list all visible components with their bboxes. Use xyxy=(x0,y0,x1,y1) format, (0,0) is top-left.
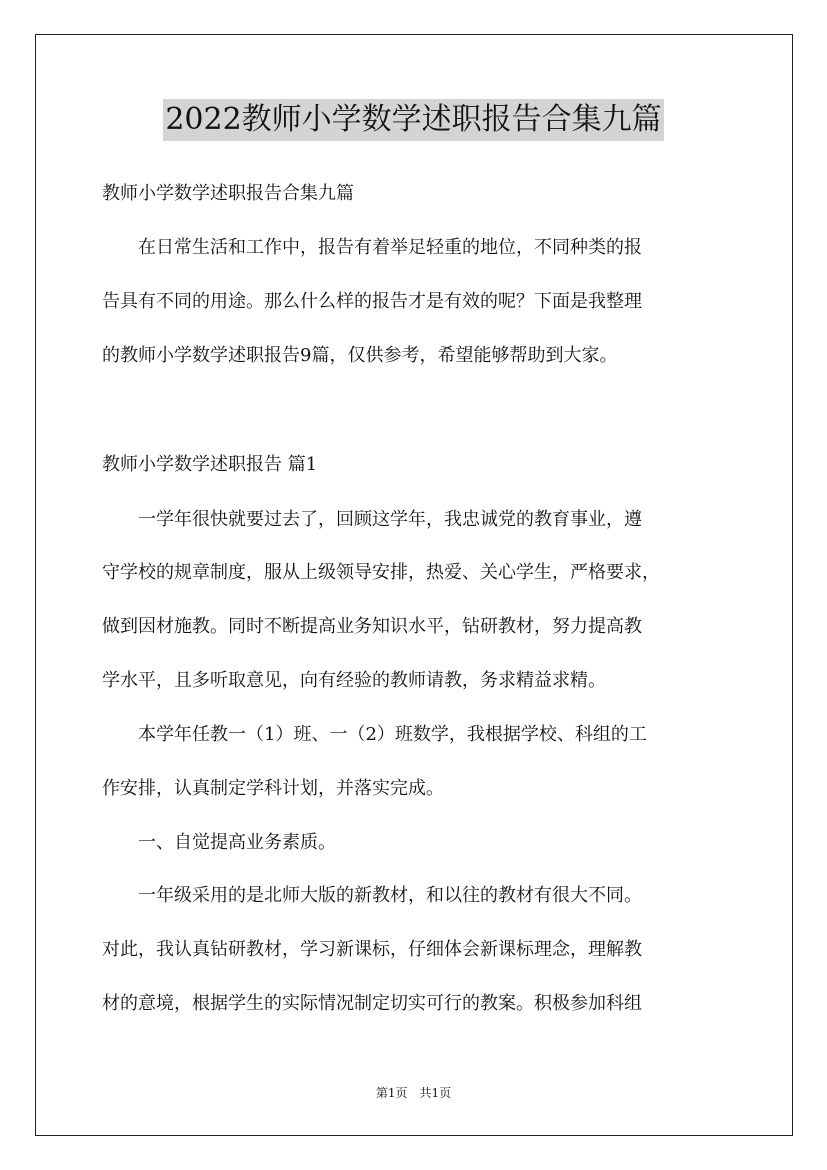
document-subtitle: 教师小学数学述职报告合集九篇 xyxy=(102,183,354,204)
paragraph-line: 做到因材施教。同时不断提高业务知识水平，钻研教材，努力提高教 xyxy=(102,616,642,637)
paragraph-line: 在日常生活和工作中，报告有着举足轻重的地位，不同种类的报 xyxy=(102,237,642,258)
title-container xyxy=(0,99,827,141)
paragraph-line: 本学年任教一（1）班、一（2）班数学，我根据学校、科组的工 xyxy=(102,724,647,745)
page-footer: 第1页 共1页 xyxy=(375,1086,452,1100)
paragraph-line: 守学校的规章制度，服从上级领导安排，热爱、关心学生，严格要求， xyxy=(102,562,660,583)
document-title: 2022教师小学数学述职报告合集九篇 xyxy=(163,99,663,141)
paragraph-line: 一年级采用的是北师大版的新教材，和以往的教材有很大不同。 xyxy=(102,885,642,906)
section-heading: 教师小学数学述职报告 篇1 xyxy=(102,454,318,475)
paragraph-line: 的教师小学数学述职报告9篇，仅供参考，希望能够帮助到大家。 xyxy=(102,345,618,366)
paragraph-line: 学水平，且多听取意见，向有经验的教师请教，务求精益求精。 xyxy=(102,670,606,691)
paragraph-line: 一、自觉提高业务素质。 xyxy=(102,832,336,853)
paragraph-line: 作安排，认真制定学科计划，并落实完成。 xyxy=(102,778,444,799)
paragraph-line: 告具有不同的用途。那么什么样的报告才是有效的呢？下面是我整理 xyxy=(102,291,642,312)
paragraph-line: 一学年很快就要过去了，回顾这学年，我忠诚党的教育事业，遵 xyxy=(102,509,642,530)
paragraph-line: 材的意境，根据学生的实际情况制定切实可行的教案。积极参加科组 xyxy=(102,993,642,1014)
paragraph-line: 对此，我认真钻研教材，学习新课标，仔细体会新课标理念，理解教 xyxy=(102,939,642,960)
